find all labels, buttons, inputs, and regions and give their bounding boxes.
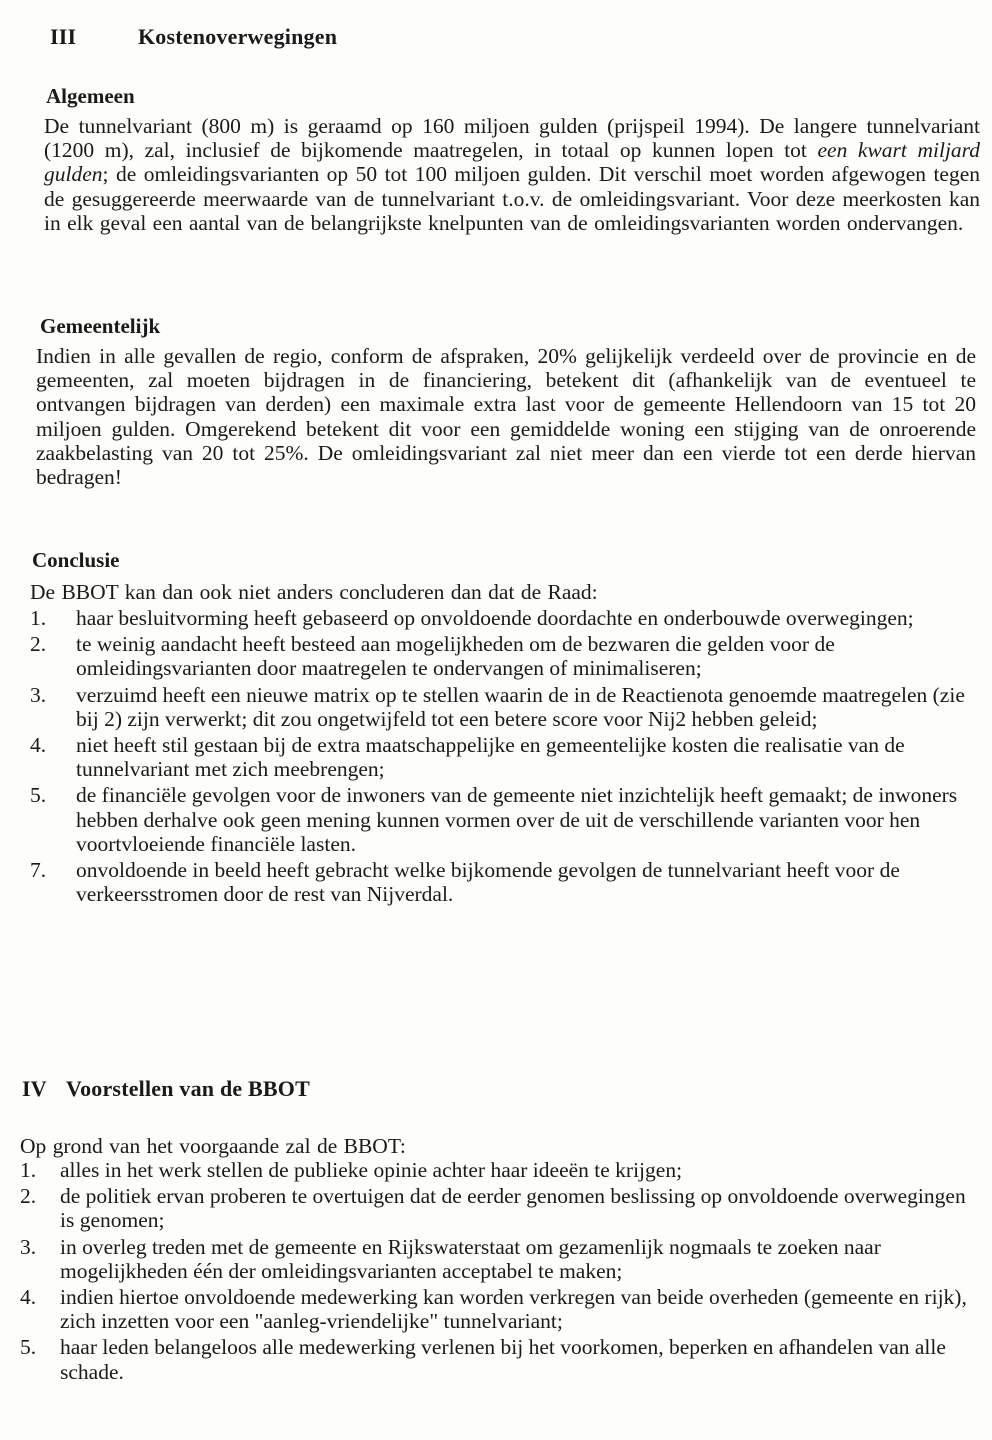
- section-3-number: III: [50, 24, 77, 49]
- list-item: [20, 1184, 970, 1232]
- item-number: 4.: [30, 733, 47, 758]
- voorstellen-intro: Op grond van het voorgaande zal de BBOT:: [20, 1134, 406, 1158]
- list-item: [30, 632, 980, 680]
- item-text: haar leden belangeloos alle medewerking verlenen bij het voorkomen, beperken en afhandelen van alle schade.: [60, 1335, 946, 1384]
- item-text: haar besluitvorming heeft gebaseerd op onvoldoende doordachte en onderbouwde overwegingen;: [76, 606, 914, 630]
- conclusie-heading: Conclusie: [32, 548, 120, 572]
- item-number: 3.: [20, 1234, 37, 1259]
- item-text: te weinig aandacht heeft besteed aan mogelijkheden om de bezwaren die gelden voor de omleidingsvarianten door maatregelen te ondervangen of minimaliseren;: [76, 632, 835, 681]
- algemeen-text-1: De tunnelvariant (800 m) is geraamd op 160 miljoen gulden (prijspeil 1994). De langere tunnelvariant (1200 m), zal, inclusief de bijkomende maatregelen, in totaal op kunnen lopen tot: [44, 114, 980, 163]
- section-4-number: IV: [22, 1076, 47, 1101]
- item-number: 5.: [30, 783, 47, 808]
- list-item: [20, 1285, 970, 1333]
- conclusie-list: [30, 606, 980, 906]
- section-4-title-text: Voorstellen van de BBOT: [66, 1076, 310, 1101]
- item-number: 7.: [30, 858, 47, 883]
- gemeentelijk-paragraph: Indien in alle gevallen de regio, conform de afspraken, 20% gelijkelijk verdeeld over de provincie en de gemeenten, zal moeten bijdragen in de financiering, betekent dit (afhankelijk van de eventueel te ontvangen bijdragen van derden) een maximale extra last voor de gemeente Hellendoorn van 15 tot 20 miljoen gulden. Omgerekend betekent dit voor een gemiddelde woning een stijging van de onroerende zaakbelasting van 20 tot 25%. De omleidingsvariant zal niet meer dan een vierde tot een derde hiervan bedragen!: [36, 344, 976, 490]
- item-text: indien hiertoe onvoldoende medewerking kan worden verkregen van beide overheden (gemeente en rijk), zich inzetten voor een "aanleg-vriendelijke" tunnelvariant;: [60, 1285, 967, 1334]
- list-item: [30, 733, 980, 781]
- item-number: 4.: [20, 1285, 37, 1310]
- list-item: [30, 783, 980, 856]
- algemeen-paragraph: [44, 114, 980, 235]
- algemeen-heading: Algemeen: [46, 84, 135, 108]
- item-number: 1.: [30, 606, 47, 630]
- item-number: 1.: [20, 1158, 37, 1182]
- gemeentelijk-heading: Gemeentelijk: [40, 314, 161, 338]
- item-text: onvoldoende in beeld heeft gebracht welke bijkomende gevolgen de tunnelvariant heeft voor de verkeersstromen door de rest van Nijverdal.: [76, 858, 900, 907]
- voorstellen-list: [20, 1158, 970, 1384]
- list-item: [20, 1158, 970, 1182]
- item-text: de financiële gevolgen voor de inwoners van de gemeente niet inzichtelijk heeft gemaakt; de inwoners hebben derhalve ook geen mening kunnen vormen over de uit de verschillende varianten voor hen voortvloeiende financiële lasten.: [76, 783, 958, 856]
- item-text: in overleg treden met de gemeente en Rijkswaterstaat om gezamenlijk nogmaals te zoeken naar mogelijkheden één der omleidingsvarianten acceptabel te maken;: [60, 1234, 881, 1283]
- item-text: alles in het werk stellen de publieke opinie achter haar ideeën te krijgen;: [60, 1158, 683, 1182]
- algemeen-italic: een kwart miljard gulden: [44, 138, 981, 187]
- item-number: 2.: [30, 632, 47, 657]
- item-text: de politiek ervan proberen te overtuigen dat de eerder genomen beslissing op onvoldoende overwegingen is genomen;: [60, 1184, 966, 1233]
- list-item: [30, 683, 980, 731]
- item-number: 3.: [30, 682, 47, 707]
- algemeen-text-2: ; de omleidingsvarianten op 50 tot 100 miljoen gulden. Dit verschil moet worden afgewogen tegen de gesuggereerde meerwaarde van de tunnelvariant t.o.v. de omleidingsvariant. Voor deze meerkosten kan in elk geval een aantal van de belangrijkste knelpunten van de omleidingsvarianten worden ondervangen.: [44, 162, 980, 235]
- item-number: 2.: [20, 1184, 37, 1209]
- list-item: [30, 606, 980, 630]
- list-item: [20, 1335, 970, 1383]
- item-text: verzuimd heeft een nieuwe matrix op te stellen waarin de in de Reactienota genoemde maatregelen (zie bij 2) zijn verwerkt; dit zou ongetwijfeld tot een betere score voor Nij2 hebben geleid;: [76, 682, 965, 731]
- section-3-title: [50, 24, 337, 50]
- section-3-title-text: Kostenoverwegingen: [138, 24, 338, 49]
- list-item: [30, 858, 980, 906]
- section-4-title: [22, 1076, 310, 1102]
- item-number: 5.: [20, 1335, 37, 1360]
- list-item: [20, 1235, 970, 1283]
- conclusie-intro: De BBOT kan dan ook niet anders concluderen dan dat de Raad:: [30, 580, 598, 604]
- item-text: niet heeft stil gestaan bij de extra maatschappelijke en gemeentelijke kosten die realisatie van de tunnelvariant met zich meebrengen;: [76, 733, 905, 782]
